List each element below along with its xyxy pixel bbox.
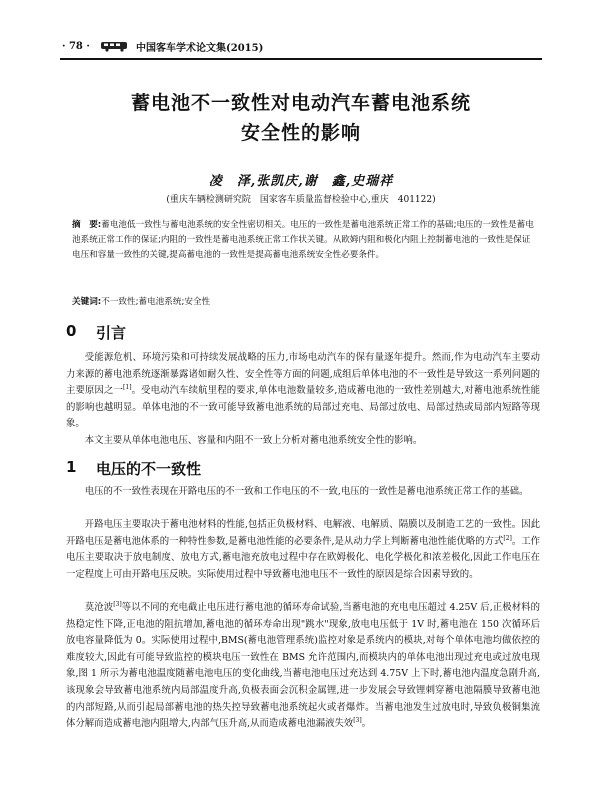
author-list: 凌 泽,张凯庆,谢 鑫,史瑞祥 — [208, 174, 394, 189]
page-number: · 78 · — [62, 40, 90, 52]
paragraph-text: 电压的不一致性表现在开路电压的不一致和工作电压的不一致,电压的一致性是蓄电池系统正常工作的基础。 — [84, 486, 529, 497]
citation-ref: [1] — [123, 384, 132, 392]
running-header — [62, 36, 542, 56]
paragraph-text: 本文主要从单体电池电压、容量和内阻不一致上分析对蓄电池系统安全性的影响。 — [84, 435, 423, 446]
keywords — [72, 295, 534, 307]
paragraph-text: 莫沧波 — [84, 602, 114, 613]
title-line-1: 蓄电池不一致性对电动汽车蓄电池系统 — [130, 92, 471, 114]
bus-logo-icon — [100, 40, 130, 52]
title-line-2: 安全性的影响 — [240, 122, 361, 144]
paragraph-text: 开路电压主要取决于蓄电池材料的性能,包括正负极材料、电解液、电解质、隔膜以及制造工艺的一致性。因此开路电压是蓄电池体系的一种特性参数,是蓄电池性能的必要条件,是从动力学上判断蓄电池性能优略的方式 — [66, 519, 540, 547]
citation-ref: [2] — [503, 534, 512, 542]
abstract-text: 蓄电池低一致性与蓄电池系统的安全性密切相关。电压的一致性是蓄电池系统正常工作的基础;电压的一致性是蓄电池系统正常工作的保证;内阻的一致性是蓄电池系统正常工作状关键。从欧姆内阻和极化内阻上控制蓄电池的一致性是保证电压和容量一致性的关键,提高蓄电池的一致性是提高蓄电池系统安全性必要条件。 — [72, 220, 534, 260]
abstract-label: 摘 要: — [72, 220, 102, 230]
citation-ref: [3] — [113, 600, 122, 608]
section-title: 引言 — [96, 324, 127, 342]
paper-title — [60, 88, 542, 148]
paragraph-intro-2 — [66, 433, 540, 450]
section-number: 0 — [66, 322, 77, 340]
paragraph-voltage-1 — [66, 484, 540, 501]
journal-name: 中国客车学术论文集(2015) — [136, 42, 264, 54]
abstract — [72, 218, 534, 263]
section-title: 电压的不一致性 — [96, 460, 202, 478]
paragraph-text: 受能源危机、环境污染和可持续发展战略的压力,市场电动汽车的保有量逐年提升。然而,作为电动汽车主要动力来源的蓄电池系统逐渐暴露诸如耐久性、安全性等方面的问题,成组后单体电池的不一致性是导致这一系列问题的主要原因之一 — [66, 352, 540, 397]
paragraph-text: 等以不同的充电截止电压进行蓄电池的循环寿命试验,当蓄电池的充电电压超过 4.25V 后,正极材料的热稳定性下降,正电池的阻抗增加,蓄电池的循环寿命出现"跳水"现象,放电电压低于 1V 时,蓄电池在 150 次循环后放电容量降低为 0。实际使用过程中,BMS(蓄电池管理系统)监控对象是系统内的模块,对每个单体电池均做依控的难度较大,因此有可能导致监控的模块电压一致性在 BMS 允许范围内,而模块内的单体电池出现过充电或过放电现象,图 1 所示为蓄电池温度随蓄电池电压的变化曲线,当蓄电池电压过充达到 4.75V 上下时,蓄电池内温度急剧升高,该现象会导致蓄电池系统内局部温度升高,负极表面会沉积金属锂,进一步发展会导致锂刺穿蓄电池隔膜导致蓄电池的内部短路,从而引起局部蓄电池的热失控导致蓄电池系统起火或者爆炸。当蓄电池发生过放电时,导致负极铜集流体分解而造成蓄电池内阻增大,内部气压升高,从而造成蓄电池漏液失效 — [66, 602, 540, 730]
section-number: 1 — [66, 458, 77, 476]
affiliation: (重庆车辆检测研究院 国家客车质量监督检验中心,重庆 401122) — [166, 195, 436, 205]
keywords-text: 不一致性;蓄电池系统;安全性 — [101, 297, 211, 307]
paragraph-text: 。受电动汽车续航里程的要求,单体电池数量较多,造成蓄电池的一致性差别越大,对蓄电池系统性能的影响也越明显。单体电池的不一致可能导致蓄电池系统的局部过充电、局部过放电、局部过热或局部内短路等现象。 — [66, 385, 540, 430]
paragraph-voltage-3 — [66, 600, 540, 733]
header-divider — [60, 58, 542, 60]
paragraph-voltage-2 — [66, 517, 540, 583]
section-heading-intro — [66, 322, 126, 343]
section-heading-voltage — [66, 458, 201, 479]
keywords-label: 关键词: — [72, 297, 102, 307]
paragraph-text: 。 — [361, 718, 372, 730]
paragraph-intro-1 — [66, 350, 540, 433]
paragraph-text: 。工作电压主要取决于放电制度、放电方式,蓄电池充放电过程中存在欧姆极化、电化学极化和浓差极化,因此工作电压在一定程度上可由开路电压反映。实际使用过程中导致蓄电池电压不一致性的原因是综合因素导致的。 — [66, 535, 540, 580]
citation-ref: [3] — [353, 717, 362, 725]
